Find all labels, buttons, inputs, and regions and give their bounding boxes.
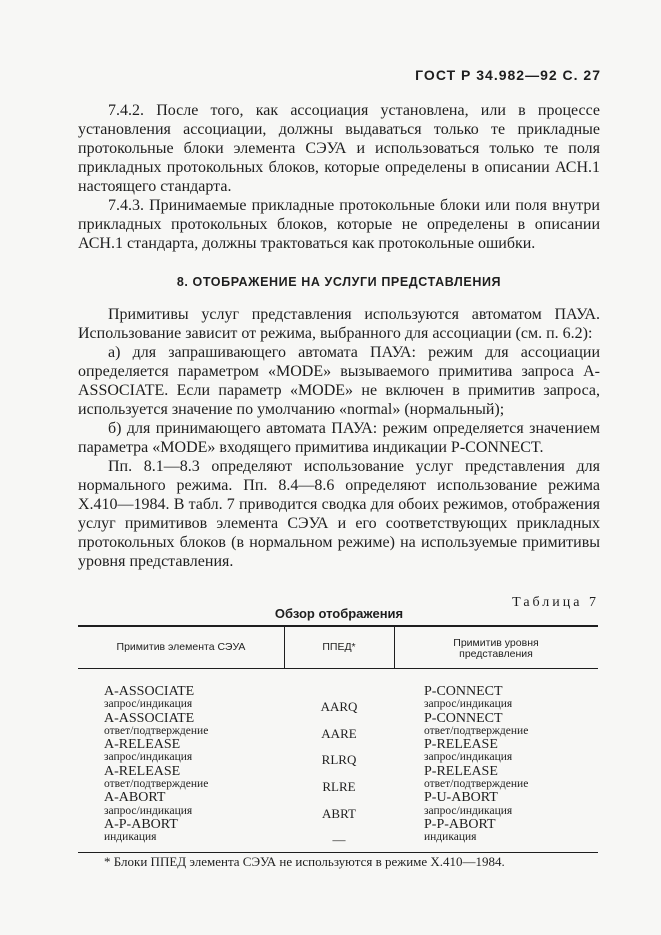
ase-primitive-column xyxy=(104,685,208,845)
section-paragraph: Примитивы услуг представления используются автоматом ПАУА. Использование зависит от режима, выбранного для ассоциации (см. п. 6.2): xyxy=(78,306,600,342)
column-header-line: представления xyxy=(459,648,533,660)
table-cell: P-RELEASE xyxy=(424,737,498,753)
table-footnote: * Блоки ППЕД элемента СЭУА не используются в режиме Х.410—1984. xyxy=(104,854,505,869)
running-header: ГОСТ Р 34.982—92 С. 27 xyxy=(415,67,601,83)
table-cell: AARQ xyxy=(320,699,358,714)
paragraph-7-4-2: 7.4.2. После того, как ассоциация установлена, или в процессе установления ассоциации, должны выдаваться только те прикладные протокольные блоки элемента СЭУА и использоваться только те поля прикладных протокольных блоков, которые определены в описании АСН.1 настоящего стандарта. xyxy=(78,102,600,195)
table-cell: запрос/индикация xyxy=(424,698,513,711)
table-cell: ответ/подтверждение xyxy=(424,724,529,737)
presentation-primitive-column xyxy=(424,685,528,845)
table-cell: A-P-ABORT xyxy=(104,816,178,832)
table-cell: индикация xyxy=(104,831,157,844)
table-cell: P-CONNECT xyxy=(424,710,503,726)
table-cell: ABRT xyxy=(322,806,356,821)
section-title: 8. ОТОБРАЖЕНИЕ НА УСЛУГИ ПРЕДСТАВЛЕНИЯ xyxy=(176,275,502,289)
table-cell: запрос/индикация xyxy=(104,751,193,764)
table-cell: ответ/подтверждение xyxy=(104,724,209,737)
column-header-ase-primitive: Примитив элемента СЭУА xyxy=(116,641,246,653)
table-cell: A-ASSOCIATE xyxy=(104,710,195,726)
column-header-presentation-primitive xyxy=(394,638,598,660)
section-text-block xyxy=(78,305,600,571)
table-cell: запрос/индикация xyxy=(104,804,193,817)
table-cell: ответ/подтверждение xyxy=(104,778,209,791)
column-header-pdu: ППЕД* xyxy=(322,641,356,653)
table-cell: — xyxy=(332,832,346,847)
table-cell: запрос/индикация xyxy=(104,698,193,711)
section-paragraph: б) для принимающего автомата ПАУА: режим определяется значением параметра «MODE» входящего примитива индикации P-CONNECT. xyxy=(78,420,600,456)
mapping-table xyxy=(78,625,598,853)
table-cell: запрос/индикация xyxy=(424,804,513,817)
paragraph-7-4-3: 7.4.3. Принимаемые прикладные протокольные блоки или поля внутри прикладных протокольных блоков, которые не определены в описании АСН.1 стандарта, должны трактоваться как протокольные ошибки. xyxy=(78,197,600,252)
table-label: Таблица 7 xyxy=(512,595,599,610)
table-caption: Обзор отображения xyxy=(274,606,404,621)
table-cell: P-CONNECT xyxy=(424,684,503,699)
table-cell: P-P-ABORT xyxy=(424,816,496,832)
intro-text-block xyxy=(78,101,600,253)
table-cell: A-ASSOCIATE xyxy=(104,684,195,699)
table-cell: A-RELEASE xyxy=(104,763,181,779)
table-cell: P-RELEASE xyxy=(424,763,498,779)
table-cell: RLRQ xyxy=(321,752,357,767)
section-paragraph: а) для запрашивающего автомата ПАУА: режим для ассоциации определяется параметром «MODE» вызываемого примитива запроса A-ASSOCIATE. Если параметр «MODE» не включен в примитив запроса, используется значение по умолчанию «normal» (нормальный); xyxy=(78,344,600,418)
section-paragraph: Пп. 8.1—8.3 определяют использование услуг представления для нормального режима. Пп. 8.4—8.6 определяют использование режима Х.410—1984. В табл. 7 приводится сводка для обоих режимов, отображения услуг примитивов элемента СЭУА и его соответствующих прикладных протокольных блоков (в нормальном режиме) на используемые примитивы уровня представления. xyxy=(78,458,600,570)
table-cell: A-RELEASE xyxy=(104,737,181,753)
table-cell: запрос/индикация xyxy=(424,751,513,764)
table-cell: A-ABORT xyxy=(104,790,166,806)
table-cell: ответ/подтверждение xyxy=(424,778,529,791)
table-cell: AARE xyxy=(321,726,357,741)
table-cell: индикация xyxy=(424,831,477,844)
table-cell: P-U-ABORT xyxy=(424,790,498,806)
column-header-line: Примитив уровня xyxy=(453,637,539,649)
header-divider xyxy=(78,668,598,669)
table-cell: RLRE xyxy=(322,779,356,794)
